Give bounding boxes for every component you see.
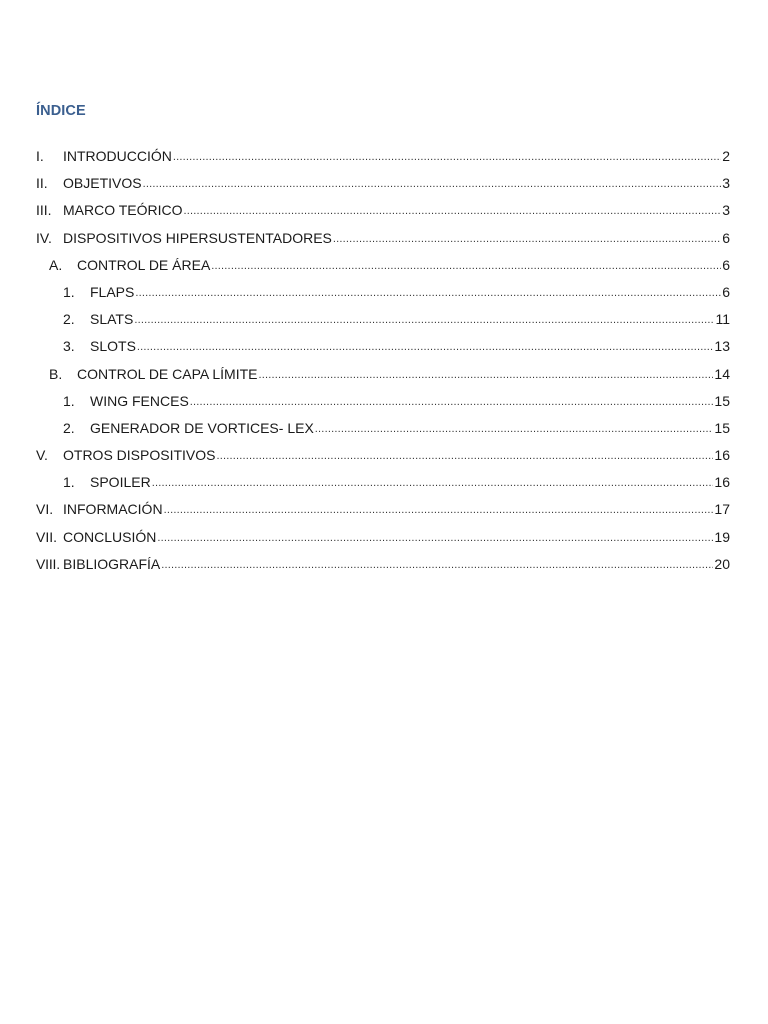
toc-entry-title: CONCLUSIÓN	[63, 528, 157, 545]
toc-entry-page: 16	[714, 447, 730, 464]
toc-entry-page: 14	[714, 365, 730, 382]
toc-entry-flaps[interactable]	[36, 282, 730, 309]
toc-dot-leader	[173, 147, 721, 167]
toc-entry-page: 19	[714, 528, 730, 545]
toc-entry-title: MARCO TEÓRICO	[63, 202, 183, 219]
toc-entry-control-de-area[interactable]	[36, 255, 730, 282]
toc-dot-leader	[216, 446, 713, 466]
toc-entry-page: 20	[714, 555, 730, 572]
toc-entry-number: II.	[36, 175, 48, 192]
toc-dot-leader	[135, 283, 721, 303]
toc-entry-slats[interactable]	[36, 309, 730, 336]
toc-entry-title: WING FENCES	[90, 392, 189, 409]
toc-dot-leader	[211, 256, 721, 276]
toc-entry-number: V.	[36, 447, 48, 464]
toc-entry-title: DISPOSITIVOS HIPERSUSTENTADORES	[63, 229, 332, 246]
toc-entry-control-de-capa-limite[interactable]	[36, 364, 730, 391]
toc-entry-number: 2.	[63, 311, 75, 328]
toc-entry-title: OBJETIVOS	[63, 175, 142, 192]
toc-entry-page: 6	[722, 283, 730, 300]
toc-entry-number: III.	[36, 202, 52, 219]
toc-entry-wing-fences[interactable]	[36, 391, 730, 418]
toc-dot-leader	[161, 555, 713, 575]
toc-entry-page: 13	[714, 338, 730, 355]
toc-entry-objetivos[interactable]	[36, 173, 730, 200]
toc-entry-title: SLOTS	[90, 338, 136, 355]
toc-entry-title: SPOILER	[90, 474, 151, 491]
toc-entry-marco-teorico[interactable]	[36, 200, 730, 227]
toc-dot-leader	[184, 201, 722, 221]
toc-entry-spoiler[interactable]	[36, 472, 730, 499]
toc-entry-number: VI.	[36, 501, 54, 518]
toc-entry-page: 3	[722, 202, 730, 219]
toc-entry-title: FLAPS	[90, 283, 135, 300]
toc-dot-leader	[315, 419, 714, 439]
toc-dot-leader	[190, 392, 714, 412]
toc-entry-number: A.	[49, 256, 63, 273]
toc-entry-title: INFORMACIÓN	[63, 501, 163, 518]
toc-heading: ÍNDICE	[36, 103, 86, 119]
toc-entry-page: 15	[714, 392, 730, 409]
toc-entry-bibliografia[interactable]	[36, 554, 730, 581]
toc-entry-title: OTROS DISPOSITIVOS	[63, 447, 216, 464]
toc-dot-leader	[157, 528, 713, 548]
toc-entry-number: VIII.	[36, 555, 60, 572]
toc-entry-page: 11	[715, 311, 730, 328]
toc-entry-number: B.	[49, 365, 63, 382]
toc-entry-introduccion[interactable]	[36, 146, 730, 173]
toc-entry-title: BIBLIOGRAFÍA	[63, 555, 161, 572]
toc-entry-page: 6	[722, 229, 730, 246]
toc-dot-leader	[137, 337, 714, 357]
toc-dot-leader	[134, 310, 714, 330]
toc-entry-number: 1.	[63, 283, 75, 300]
toc-entry-dispositivos-hipersustentadores[interactable]	[36, 228, 730, 255]
toc-entry-number: I.	[36, 148, 44, 164]
toc-entry-title: GENERADOR DE VORTICES- LEX	[90, 419, 314, 436]
toc-entry-number: 2.	[63, 419, 75, 436]
toc-entry-otros-dispositivos[interactable]	[36, 445, 730, 472]
toc-entry-page: 16	[714, 474, 730, 491]
toc-entry-title: CONTROL DE CAPA LÍMITE	[77, 365, 258, 382]
toc-dot-leader	[143, 174, 722, 194]
toc-dot-leader	[152, 473, 714, 493]
toc-entry-title: SLATS	[90, 311, 134, 328]
toc-entry-informacion[interactable]	[36, 499, 730, 526]
toc-entry-generador-de-vortices-lex[interactable]	[36, 418, 730, 445]
toc-entry-number: VII.	[36, 528, 58, 545]
toc-entry-title: INTRODUCCIÓN	[63, 148, 172, 164]
toc-entry-number: IV.	[36, 229, 52, 246]
toc-entry-page: 15	[714, 419, 730, 436]
toc-entry-number: 1.	[63, 474, 75, 491]
toc-entry-page: 2	[722, 148, 730, 164]
toc-entry-number: 1.	[63, 392, 75, 409]
toc-dot-leader	[164, 500, 714, 520]
toc-list	[36, 146, 730, 581]
toc-dot-leader	[258, 365, 713, 385]
toc-entry-number: 3.	[63, 338, 75, 355]
toc-entry-title: CONTROL DE ÁREA	[77, 256, 211, 273]
toc-entry-page: 17	[714, 501, 730, 518]
toc-entry-page: 6	[722, 256, 730, 273]
toc-dot-leader	[333, 229, 721, 249]
toc-entry-page: 3	[722, 175, 730, 192]
toc-entry-slots[interactable]	[36, 336, 730, 363]
toc-entry-conclusion[interactable]	[36, 527, 730, 554]
